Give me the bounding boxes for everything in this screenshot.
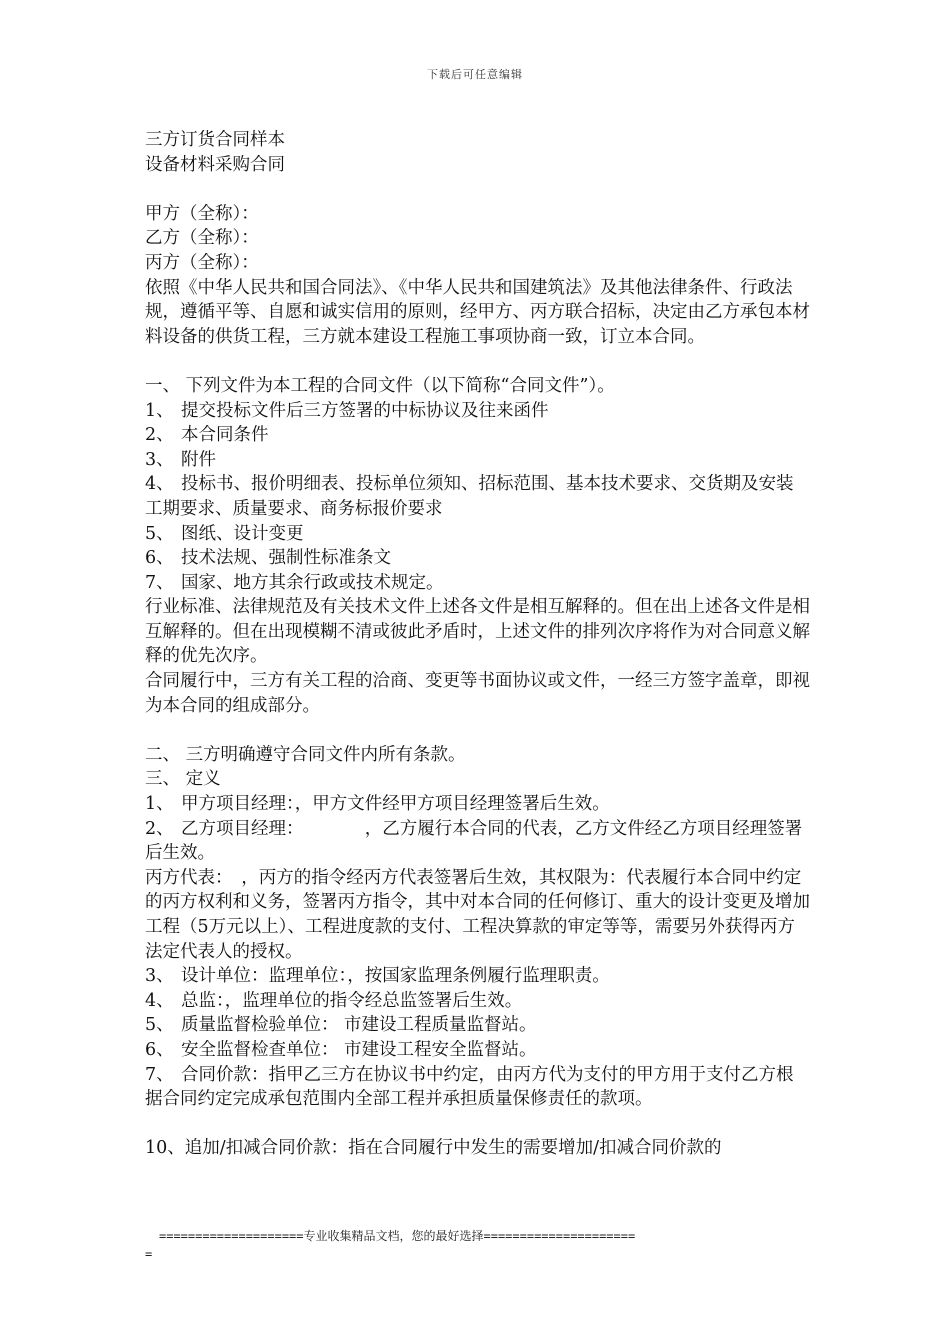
item-number: 3、 (145, 966, 174, 987)
item-text: 总监：，监理单位的指令经总监签署后生效。 (181, 990, 523, 1011)
item-number: 5、 (145, 523, 174, 544)
item-number: 1、 (145, 400, 174, 421)
item-text: 图纸、设计变更 (181, 523, 304, 544)
section-1-heading: 一、 下列文件为本工程的合同文件（以下简称“合同文件”）。 (145, 375, 615, 396)
item-text: 合同价款：指甲乙三方在协议书中约定，由丙方代为支付的甲方用于支付乙方根据合同约定完成承包范围内全部工程并承担质量保修责任的款项。 (145, 1064, 794, 1110)
list-item (145, 817, 810, 866)
section-3-paragraph: 丙方代表： ，丙方的指令经丙方代表签署后生效，其权限为：代表履行本合同中约定的丙方权利和义务，签署丙方指令，其中对本合同的任何修订、重大的设计变更及增加工程（5万元以上）、工程进度款的支付、工程决算款的审定等等，需要另外获得丙方法定代表人的授权。 (145, 867, 810, 962)
item-text: 提交投标文件后三方签署的中标协议及往来函件 (181, 400, 549, 421)
document-title: 三方订货合同样本 (145, 130, 285, 150)
item-number: 5、 (145, 1015, 174, 1036)
item-text: 设计单位：监理单位：，按国家监理条例履行监理职责。 (181, 966, 610, 987)
item-text: 投标书、报价明细表、投标单位须知、招标范围、基本技术要求、交货期及安装工期要求、质量要求、商务标报价要求 (145, 474, 794, 519)
item-number: 4、 (145, 474, 174, 495)
list-item (145, 1038, 810, 1063)
item-number: 7、 (145, 1064, 174, 1085)
item-text: 技术法规、强制性标准条文 (181, 548, 391, 569)
item-number: 2、 (145, 425, 174, 446)
preamble: 依照《中华人民共和国合同法》、《中华人民共和国建筑法》及其他法律条件、行政法规，遵循平等、自愿和诚实信用的原则，经甲方、丙方联合招标，决定由乙方承包本材料设备的供货工程，三方就本建设工程施工事项协商一致，订立本合同。 (145, 277, 810, 347)
party-b: 乙方（全称）： (145, 228, 259, 249)
item-number: 7、 (145, 572, 174, 593)
list-item (145, 522, 810, 547)
document-subtitle: 设备材料采购合同 (145, 154, 285, 175)
page-header: 下载后可任意编辑 (427, 68, 523, 81)
list-item (145, 1013, 810, 1038)
section-1-paragraph: 合同履行中，三方有关工程的洽商、变更等书面协议或文件，一经三方签字盖章，即视为本合同的组成部分。 (145, 671, 810, 716)
document-body (145, 128, 810, 1161)
item-text: 安全监督检查单位： 市建设工程安全监督站。 (181, 1039, 537, 1060)
list-item (145, 472, 810, 521)
list-item (145, 964, 810, 989)
list-item (145, 1063, 810, 1112)
section-1-paragraph: 行业标准、法律规范及有关技术文件上述各文件是相互解释的。但在出上述各文件是相互解释的。但在出现模糊不清或彼此矛盾时，上述文件的排列次序将作为对合同意义解释的优先次序。 (145, 597, 810, 667)
item-text: 乙方项目经理： ，乙方履行本合同的代表，乙方文件经乙方项目经理签署后生效。 (145, 818, 803, 864)
item-number: 6、 (145, 1039, 174, 1060)
item-number: 2、 (145, 818, 174, 839)
list-item (145, 448, 810, 473)
list-item (145, 571, 810, 596)
party-c: 丙方（全称）： (145, 252, 259, 273)
section-3-item-10: 10、追加/扣减合同价款：指在合同履行中发生的需要增加/扣减合同价款的 (145, 1138, 722, 1159)
item-text: 附件 (181, 449, 216, 470)
list-item (145, 989, 810, 1014)
section-3-heading: 三、 定义 (145, 769, 221, 790)
item-number: 1、 (145, 794, 174, 815)
item-text: 本合同条件 (181, 425, 269, 446)
item-text: 质量监督检验单位： 市建设工程质量监督站。 (181, 1015, 537, 1036)
list-item (145, 423, 810, 448)
item-number: 3、 (145, 449, 174, 470)
party-a: 甲方（全称）： (145, 203, 259, 224)
item-text: 甲方项目经理：，甲方文件经甲方项目经理签署后生效。 (181, 794, 610, 815)
page-footer (145, 1227, 810, 1263)
list-item (145, 792, 810, 817)
list-item (145, 546, 810, 571)
item-text: 国家、地方其余行政或技术规定。 (181, 572, 444, 593)
item-number: 4、 (145, 990, 174, 1011)
item-number: 6、 (145, 548, 174, 569)
footer-line: ====================专业收集精品文档，您的最好选择===================== (159, 1229, 636, 1243)
list-item (145, 399, 810, 424)
footer-line: = (145, 1247, 153, 1261)
section-2-heading: 二、 三方明确遵守合同文件内所有条款。 (145, 744, 466, 765)
